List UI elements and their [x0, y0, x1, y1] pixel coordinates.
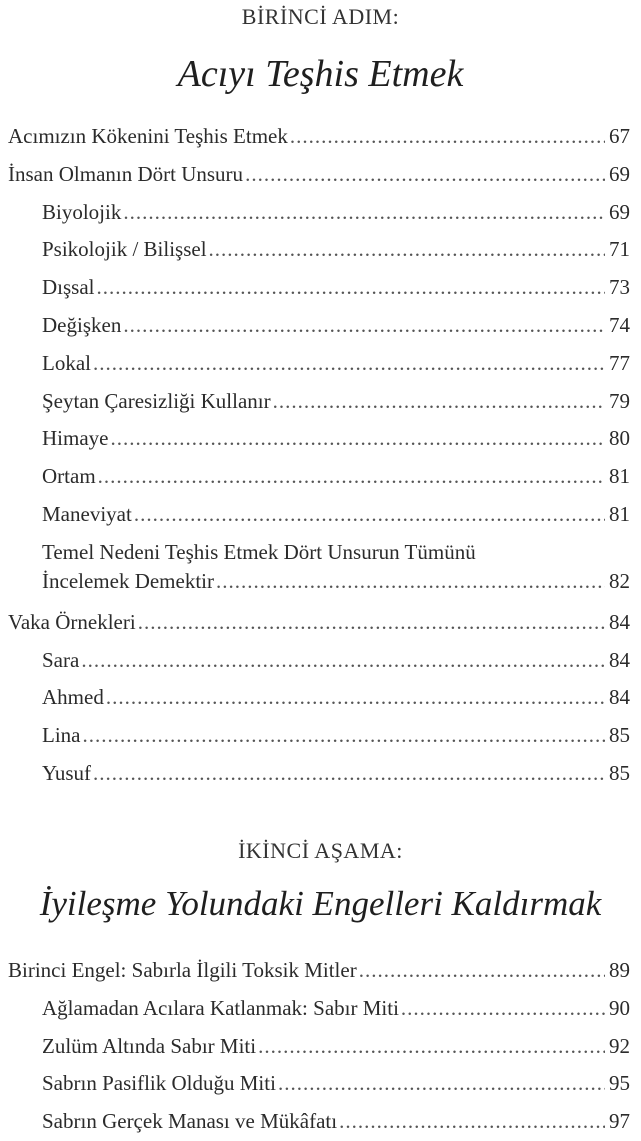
toc-leader-dots [290, 118, 605, 156]
toc-entry-label: Maneviyat [42, 501, 132, 526]
toc-entry[interactable] [8, 496, 630, 534]
toc-entry-page: 97 [609, 1109, 630, 1134]
toc-entry-label: İnsan Olmanın Dört Unsuru [8, 161, 244, 186]
toc-entry[interactable] [8, 952, 630, 990]
toc-leader-dots [93, 755, 605, 793]
toc-entry[interactable] [8, 604, 630, 642]
toc-entry-page: 81 [609, 464, 630, 489]
toc-leader-dots [81, 642, 605, 680]
toc-leader-dots [209, 231, 605, 269]
toc-leader-dots [106, 679, 605, 717]
toc-leader-dots [123, 194, 605, 232]
toc-entry-page: 74 [609, 312, 630, 337]
section2-title: İyileşme Yolundaki Engelleri Kaldırmak [39, 884, 602, 923]
toc-leader-dots [110, 420, 605, 458]
toc-leader-dots [97, 269, 606, 307]
toc-entry[interactable] [8, 118, 630, 156]
toc-entry-page: 95 [609, 1071, 630, 1096]
toc-leader-dots [93, 345, 605, 383]
toc-entry-label: Ortam [42, 464, 96, 489]
toc-entry-label: Himaye [42, 426, 109, 451]
toc-entry-label: Acımızın Kökenini Teşhis Etmek [8, 124, 288, 148]
toc-entry-page: 73 [609, 275, 630, 300]
toc-leader-dots [98, 458, 605, 496]
toc-entry[interactable] [8, 345, 630, 383]
toc-entry-page: 85 [609, 723, 630, 748]
toc-entry-label: Lina [42, 723, 81, 748]
toc-leader-dots [245, 156, 605, 194]
toc-leader-dots [82, 717, 605, 755]
toc-entry-label: Biyolojik [42, 199, 122, 224]
toc-entry[interactable] [8, 458, 630, 496]
toc-entry-page: 69 [609, 199, 630, 224]
toc-entry[interactable] [8, 1028, 630, 1066]
toc-leader-dots [258, 1028, 605, 1066]
toc-leader-dots [216, 567, 605, 596]
toc-section1 [8, 118, 630, 793]
toc-entry[interactable] [8, 307, 630, 345]
toc-entry[interactable] [8, 642, 630, 680]
toc-entry-page: 80 [609, 426, 630, 451]
toc-entry-label-line1: Temel Nedeni Teşhis Etmek Dört Unsurun Tümünü [42, 539, 476, 564]
toc-entry-page: 84 [609, 647, 630, 672]
toc-entry-label: Yusuf [42, 760, 92, 785]
toc-entry-label: Sara [42, 647, 80, 672]
toc-entry[interactable] [8, 679, 630, 717]
toc-entry-label-line2: İncelemek Demektir [42, 568, 214, 593]
toc-entry-label: Sabrın Pasiflik Olduğu Miti [42, 1071, 276, 1096]
toc-leader-dots [273, 383, 605, 421]
toc-leader-dots [278, 1065, 605, 1103]
toc-entry-label: Vaka Örnekleri [8, 609, 136, 634]
toc-entry-page: 84 [609, 685, 630, 710]
toc-entry[interactable] [8, 755, 630, 793]
toc-leader-dots [359, 952, 605, 990]
toc-entry-multi[interactable] [8, 534, 630, 604]
toc-entry[interactable] [8, 383, 630, 421]
toc-entry-page: 89 [609, 958, 630, 982]
toc-entry-label: Psikolojik / Bilişsel [42, 237, 207, 262]
toc-entry-label: Ağlamadan Acılara Katlanmak: Sabır Miti [42, 995, 399, 1020]
toc-entry-page: 90 [609, 995, 630, 1020]
toc-section2 [8, 952, 630, 1141]
toc-leader-dots [123, 307, 605, 345]
toc-entry-page: 92 [609, 1033, 630, 1058]
toc-entry[interactable] [8, 717, 630, 755]
toc-entry-page: 82 [609, 568, 630, 593]
toc-entry[interactable] [8, 990, 630, 1028]
toc-entry-page: 85 [609, 760, 630, 785]
toc-entry-label: Ahmed [42, 685, 104, 710]
toc-entry-page: 67 [609, 124, 630, 148]
toc-entry[interactable] [8, 1065, 630, 1103]
toc-entry-label: Değişken [42, 312, 122, 337]
toc-leader-dots [138, 604, 605, 642]
toc-entry[interactable] [8, 1103, 630, 1141]
toc-entry[interactable] [8, 156, 630, 194]
toc-entry-page: 77 [609, 350, 630, 375]
toc-entry-label: Şeytan Çaresizliği Kullanır [42, 388, 271, 413]
toc-entry-label: Zulüm Altında Sabır Miti [42, 1033, 257, 1058]
toc-leader-dots [401, 990, 605, 1028]
toc-entry[interactable] [8, 269, 630, 307]
toc-leader-dots [134, 496, 605, 534]
toc-entry-page: 69 [609, 161, 630, 186]
toc-entry-page: 79 [609, 388, 630, 413]
toc-entry-label: Lokal [42, 350, 91, 375]
toc-entry-page: 84 [609, 609, 630, 634]
section1-title: Acıyı Teşhis Etmek [177, 53, 464, 95]
toc-entry[interactable] [8, 194, 630, 232]
toc-entry-label: Dışsal [42, 275, 95, 300]
section2-label: İKİNCİ AŞAMA: [238, 838, 403, 863]
toc-entry[interactable] [8, 420, 630, 458]
toc-entry[interactable] [8, 231, 630, 269]
toc-entry-page: 71 [609, 237, 630, 262]
toc-entry-page: 81 [609, 501, 630, 526]
section1-label: BİRİNCİ ADIM: [241, 4, 400, 29]
toc-leader-dots [339, 1103, 605, 1141]
toc-entry-label: Sabrın Gerçek Manası ve Mükâfatı [42, 1109, 338, 1134]
toc-entry-label: Birinci Engel: Sabırla İlgili Toksik Mitler [8, 958, 357, 982]
